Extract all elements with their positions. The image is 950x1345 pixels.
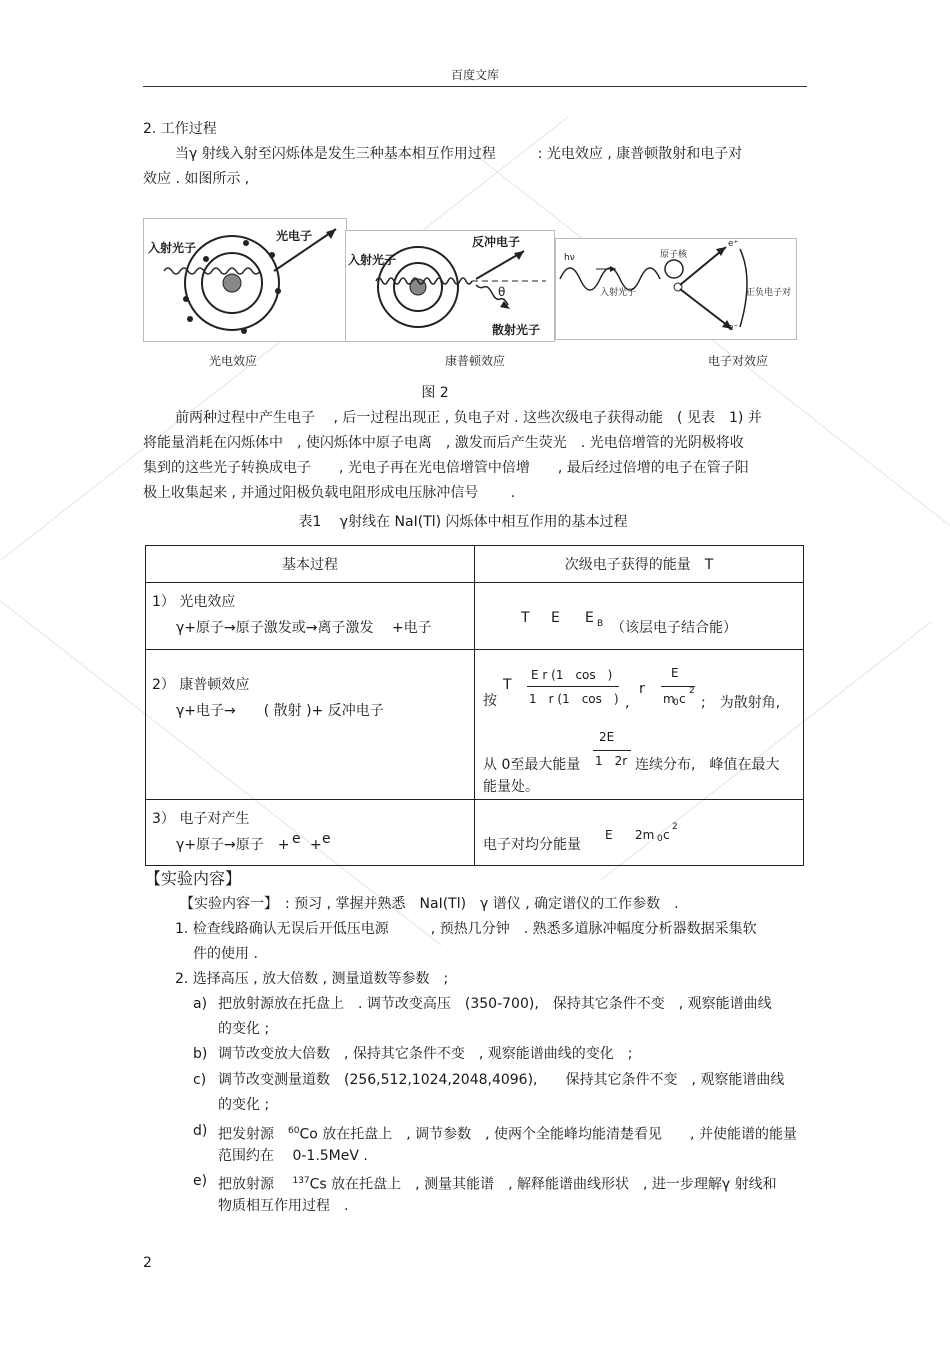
item-d-isotope: 60 — [288, 1126, 300, 1136]
item-d-element: Co — [299, 1126, 318, 1143]
row2-Enum: E — [671, 666, 679, 680]
pair-nucleus-label: 原子核 — [660, 250, 688, 260]
row2-process-cell — [146, 650, 475, 800]
experiment-heading: 【实验内容】 — [145, 869, 242, 888]
row3-rhs-c: c — [663, 828, 670, 842]
row2-frac3-bar — [593, 750, 631, 751]
item-d-key: d) — [193, 1123, 208, 1139]
caption-compton: 康普顿效应 — [444, 354, 505, 368]
header-rule — [143, 86, 807, 87]
row2-an: 按 — [483, 693, 497, 709]
item-b-line-1: 调节改变放大倍数 , 保持其它条件不变 , 观察能谱曲线的变化 ; — [218, 1046, 633, 1062]
row2-name: 2） 康普顿效应 — [152, 677, 250, 693]
item-a-key: a) — [193, 996, 208, 1012]
row2-semi: ; 为散射角, — [701, 695, 781, 711]
item-e-key: e) — [193, 1173, 208, 1189]
row1-reaction: γ+原子→原子激发或→离子激发 +电子 — [176, 620, 432, 636]
row3-reaction: γ+原子→原子 + — [176, 837, 290, 853]
para2-line-4: 极上收集起来 , 并通过阳极负载电阻形成电压脉冲信号 . — [143, 485, 516, 501]
row2-energy-cell — [475, 650, 804, 800]
item-e-pre: 把放射源 — [218, 1176, 293, 1193]
pair-hv-label: hν — [564, 253, 575, 263]
table-header-energy: 次级电子获得的能量 T — [475, 546, 804, 583]
table-header-row — [146, 546, 804, 583]
compton-incident-label: 入射光子 — [348, 253, 397, 267]
row2-num: E r (1 cos ) — [531, 668, 613, 682]
item-b-key: b) — [193, 1046, 208, 1062]
item-d-post: 放在托盘上 , 调节参数 , 使两个全能峰均能清楚看见 , 并使能谱的能量 — [317, 1126, 797, 1143]
row2-mc-c: c — [679, 692, 686, 706]
row2-reaction: γ+电子→ ( 散射 )+ 反冲电子 — [176, 703, 384, 719]
intro-line-2: 效应 . 如图所示 , — [143, 171, 250, 187]
item-a-line-2: 的变化 ; — [218, 1021, 270, 1037]
item-a-line-1: 把放射源放在托盘上 . 调节改变高压 (350-700), 保持其它条件不变 , 观察能谱曲线 — [218, 996, 772, 1012]
section-heading: 2. 工作过程 — [143, 121, 217, 137]
figure-compton — [345, 230, 555, 342]
header-title: 百度文库 — [450, 68, 499, 82]
para2-line-2: 将能量消耗在闪烁体中 , 使闪烁体中原子电离 , 激发而后产生荧光 . 光电倍增管的光阴极将收 — [143, 435, 744, 451]
item-e-element: Cs — [309, 1176, 327, 1193]
photo-electron-label: 光电子 — [276, 229, 313, 243]
row2-r: r — [639, 681, 645, 697]
experiment-task1: 【实验内容一】 : 预习 , 掌握并熟悉 NaI(Tl) γ 谱仪 , 确定谱仪的工作参数 . — [180, 896, 679, 912]
row2-mc: m — [663, 692, 675, 706]
step1-line-2: 件的使用 . — [193, 946, 258, 962]
photo-incident-label: 入射光子 — [148, 241, 197, 255]
caption-pair: 电子对效应 — [707, 354, 768, 368]
row3-rhs: 2m — [635, 828, 655, 842]
row2-end: 能量处。 — [483, 779, 539, 795]
compton-theta-label: θ — [498, 285, 506, 299]
row2-mc-sup: 2 — [689, 686, 695, 696]
row2-from: 从 0至最大能量 — [483, 757, 581, 773]
table-row — [146, 583, 804, 650]
row3-rhs-sup: 2 — [672, 822, 678, 832]
row3-rhs-sub: 0 — [657, 834, 663, 844]
item-d-line-2: 范围约在 0-1.5MeV . — [218, 1148, 368, 1164]
row1-note: （该层电子结合能） — [611, 620, 737, 636]
item-d-line-1 — [218, 1122, 797, 1144]
row2-comma: , — [625, 695, 630, 711]
compton-scatter-label: 散射光子 — [492, 323, 541, 337]
row1-energy-cell — [475, 583, 804, 650]
row1-name: 1） 光电效应 — [152, 594, 236, 610]
row3-plus2: + — [310, 837, 322, 853]
row2-frac-bar — [527, 686, 619, 687]
item-d-pre: 把发射源 — [218, 1126, 288, 1143]
figure-photoelectric — [143, 218, 347, 342]
row2-den: 1 r (1 cos ) — [529, 692, 619, 706]
figure-label: 图 2 — [421, 385, 449, 401]
item-c-key: c) — [193, 1072, 207, 1088]
table-row — [146, 650, 804, 800]
row2-maxnum: 2E — [599, 730, 615, 744]
table-row — [146, 800, 804, 866]
item-e-line-2: 物质相互作用过程 . — [218, 1198, 349, 1214]
pair-eplus-label: e⁺ — [728, 239, 739, 249]
row1-E: E — [551, 610, 560, 626]
compton-recoil-label: 反冲电子 — [472, 235, 521, 249]
item-e-line-1 — [218, 1172, 777, 1194]
item-c-line-2: 的变化 ; — [218, 1097, 270, 1113]
row1-process-cell — [146, 583, 475, 650]
row1-EB-sub: B — [597, 619, 604, 629]
row3-energy-cell — [475, 800, 804, 866]
row3-E: E — [605, 828, 613, 842]
row2-T: T — [503, 677, 512, 693]
intro-line-1: 当γ 射线入射至闪烁体是发生三种基本相互作用过程 : 光电效应 , 康普顿散射和电子对 — [175, 146, 743, 162]
step2: 2. 选择高压 , 放大倍数 , 测量道数等参数 ; — [175, 971, 449, 987]
item-c-line-1: 调节改变测量道数 (256,512,1024,2048,4096), 保持其它条件不变 , 观察能谱曲线 — [218, 1072, 785, 1088]
row3-label: 电子对均分能量 — [483, 837, 581, 853]
row2-cont: 连续分布, 峰值在最大 — [635, 757, 780, 773]
caption-photoelectric: 光电效应 — [208, 354, 257, 368]
row1-EB: E — [585, 610, 594, 626]
row3-process-cell — [146, 800, 475, 866]
pair-incident-label: 入射光子 — [600, 288, 637, 298]
row2-mc-sub: 0 — [673, 698, 679, 708]
para2-line-1: 前两种过程中产生电子 , 后一过程出现正 , 负电子对 . 这些次级电子获得动能 ( 见表 1) 并 — [175, 410, 762, 426]
photoelectric-diagram — [144, 219, 346, 341]
item-e-post: 放在托盘上 , 测量其能谱 , 解释能谱曲线形状 , 进一步理解γ 射线和 — [326, 1176, 777, 1193]
row2-maxden: 1 2r — [595, 754, 628, 768]
pair-eminus-label: e⁻ — [728, 323, 739, 333]
row3-name: 3） 电子对产生 — [152, 811, 250, 827]
table-caption: 表1 γ射线在 NaI(Tl) 闪烁体中相互作用的基本过程 — [298, 514, 628, 530]
table-header-process: 基本过程 — [146, 546, 475, 583]
row1-T: T — [521, 610, 530, 626]
step1-line-1: 1. 检查线路确认无误后开低压电源 , 预热几分钟 . 熟悉多道脉冲幅度分析器数据采集软 — [175, 921, 757, 937]
item-e-isotope: 137 — [292, 1176, 310, 1186]
row3-e1: e — [292, 831, 301, 847]
process-table — [145, 545, 804, 866]
pair-label: 正负电子对 — [746, 288, 792, 298]
page-number: 2 — [143, 1255, 152, 1271]
para2-line-3: 集到的这些光子转换成电子 , 光电子再在光电倍增管中倍增 , 最后经过倍增的电子在管子阳 — [143, 460, 749, 476]
figure-pair — [555, 238, 797, 340]
row3-e2: e — [322, 831, 331, 847]
